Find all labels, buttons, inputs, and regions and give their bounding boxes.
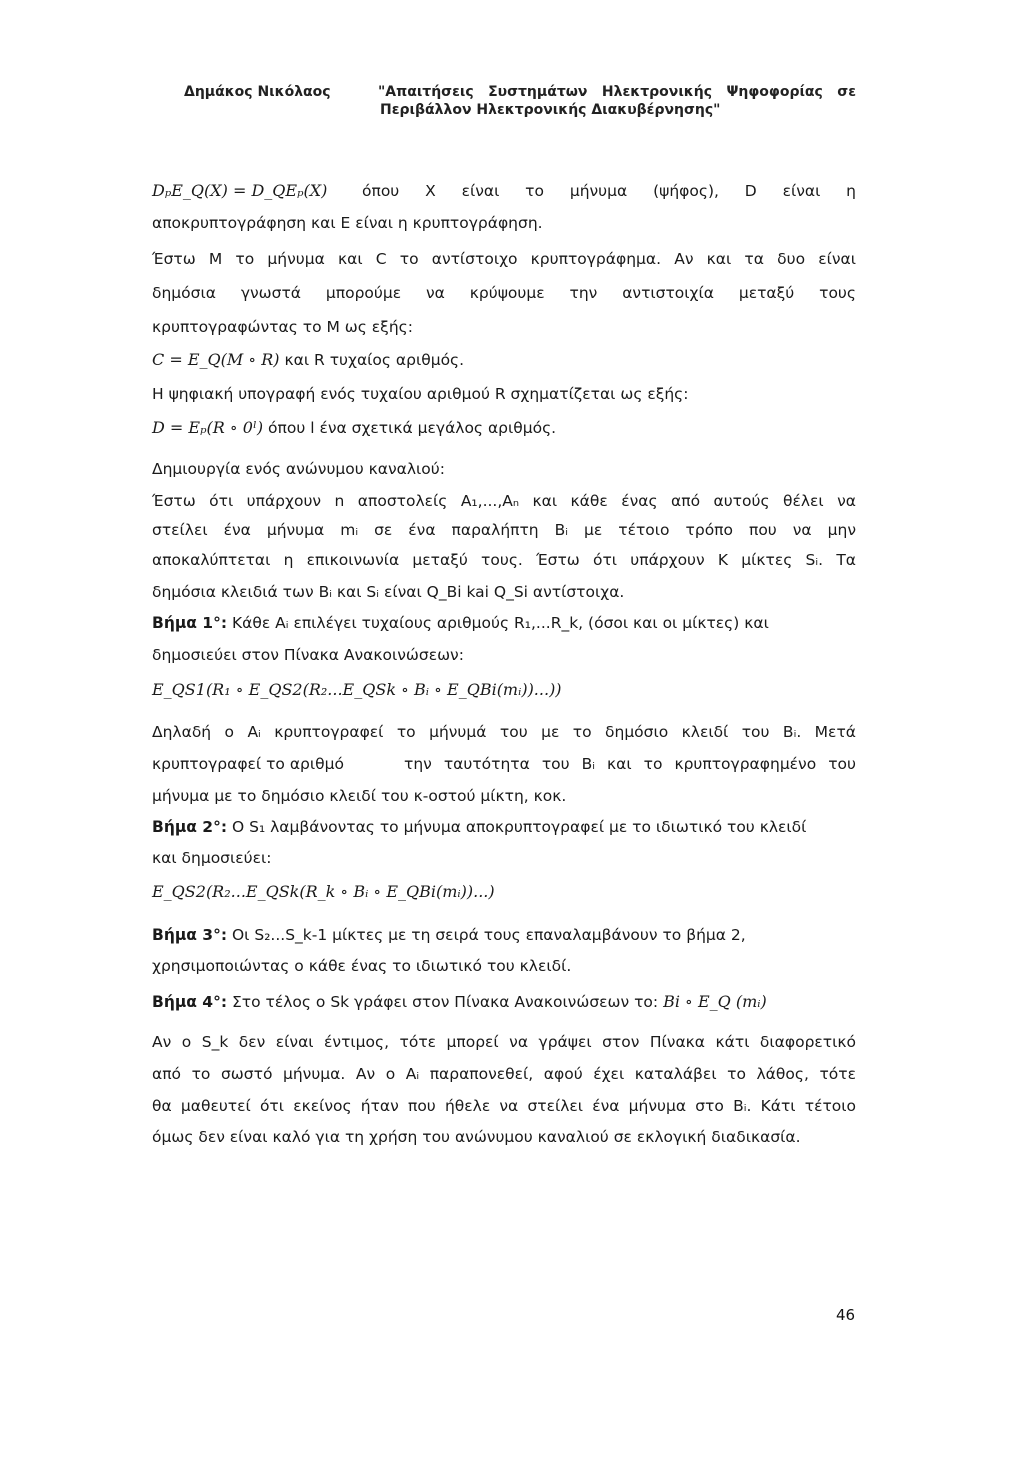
paragraph-line: [152, 418, 856, 438]
step-label: Βήμα 1°:: [152, 614, 228, 632]
text-span: όπου l ένα σχετικά μεγάλος αριθμός.: [268, 419, 557, 437]
text-span: και R τυχαίος αριθμός.: [284, 351, 465, 369]
text-span: την ταυτότητα του Bᵢ και το κρυπτογραφημένο του: [404, 755, 856, 773]
paragraph-line: όμως δεν είναι καλό για τη χρήση του ανώνυμου καναλιού σε εκλογική διαδικασία.: [152, 1128, 801, 1146]
paragraph-line: [152, 925, 856, 945]
text-span: Στο τέλος ο Sk γράφει στον Πίνακα Ανακοινώσεων το:: [231, 993, 659, 1011]
text-span: κρυπτογραφεί το αριθμό: [152, 755, 344, 773]
paragraph-line: [152, 992, 856, 1012]
paragraph-line: από το σωστό μήνυμα. Αν ο Aᵢ παραπονεθεί, αφού έχει καταλάβει το λάθος, τότε: [152, 1065, 856, 1083]
paragraph-line: Αν ο S_k δεν είναι έντιμος, τότε μπορεί να γράψει στον Πίνακα κάτι διαφορετικό: [152, 1033, 856, 1051]
step-label: Βήμα 2°:: [152, 818, 228, 836]
paragraph-line: και δημοσιεύει:: [152, 849, 272, 867]
formula: D = Eₚ(R ∘ 0ˡ): [152, 418, 264, 437]
paragraph-line: Η ψηφιακή υπογραφή ενός τυχαίου αριθμού R σχηματίζεται ως εξής:: [152, 385, 689, 403]
header-author: Δημάκος Νικόλαος: [184, 84, 331, 100]
text-span: Ο S₁ λαμβάνοντας το μήνυμα αποκρυπτογραφεί με το ιδιωτικό του κλειδί: [231, 818, 807, 836]
step-label: Βήμα 3°:: [152, 926, 228, 944]
page-number: 46: [836, 1306, 856, 1324]
paragraph-line: κρυπτογραφώντας το Μ ως εξής:: [152, 318, 413, 336]
paragraph-line: δημοσιεύει στον Πίνακα Ανακοινώσεων:: [152, 646, 464, 664]
header-title-line2: Περιβάλλον Ηλεκτρονικής Διακυβέρνησης": [380, 102, 721, 118]
step-label: Βήμα 4°:: [152, 993, 228, 1011]
formula: DₚE_Q(X) = D_QEₚ(X): [152, 181, 328, 200]
paragraph-line: δημόσια κλειδιά των Bᵢ και Sᵢ είναι Q_Bi kai Q_Si αντίστοιχα.: [152, 583, 625, 601]
paragraph-line: δημόσια γνωστά μπορούμε να κρύψουμε την αντιστοιχία μεταξύ τους: [152, 284, 856, 302]
paragraph-line: μήνυμα με το δημόσιο κλειδί του κ-οστού μίκτη, κοκ.: [152, 787, 567, 805]
paragraph-line: [152, 350, 856, 370]
formula: Bi ∘ E_Q (mᵢ): [663, 992, 767, 1011]
paragraph-line: θα μαθευτεί ότι εκείνος ήταν που ήθελε να στείλει ένα μήνυμα στο Bᵢ. Κάτι τέτοιο: [152, 1097, 856, 1115]
text-span: Οι S₂...S_k-1 μίκτες με τη σειρά τους επαναλαμβάνουν το βήμα 2,: [231, 926, 746, 944]
paragraph-line: χρησιμοποιώντας ο κάθε ένας το ιδιωτικό του κλειδί.: [152, 957, 572, 975]
paragraph-line: [152, 613, 856, 633]
paragraph-line: αποκρυπτογράφηση και Ε είναι η κρυπτογράφηση.: [152, 214, 543, 232]
formula-line: [152, 680, 856, 700]
paragraph-line: [152, 181, 856, 201]
text-span: Κάθε Aᵢ επιλέγει τυχαίους αριθμούς R₁,...R_k, (όσοι και οι μίκτες) και: [231, 614, 769, 632]
paragraph-line: Έστω ότι υπάρχουν n αποστολείς A₁,...,Aₙ και κάθε ένας από αυτούς θέλει να: [152, 492, 856, 510]
paragraph-line: Δηλαδή ο Aᵢ κρυπτογραφεί το μήνυμά του με το δημόσιο κλειδί του Bᵢ. Μετά: [152, 723, 856, 741]
header-title-line1: "Απαιτήσεις Συστημάτων Ηλεκτρονικής Ψηφοφορίας σε: [378, 84, 856, 100]
text-span: όπου Χ είναι το μήνυμα (ψήφος), D είναι η: [362, 182, 856, 200]
section-heading: Δημιουργία ενός ανώνυμου καναλιού:: [152, 460, 445, 478]
formula: C = E_Q(M ∘ R): [152, 350, 280, 369]
paragraph-line: [152, 754, 856, 774]
formula-line: [152, 882, 856, 902]
paragraph-line: [152, 817, 856, 837]
paragraph-line: στείλει ένα μήνυμα mᵢ σε ένα παραλήπτη Bᵢ με τέτοιο τρόπο που να μην: [152, 521, 856, 539]
paragraph-line: αποκαλύπτεται η επικοινωνία μεταξύ τους. Έστω ότι υπάρχουν Κ μίκτες Sᵢ. Τα: [152, 551, 856, 569]
formula: E_QS2(R₂...E_QSk(R_k ∘ Bᵢ ∘ E_QBi(mᵢ))...): [152, 882, 495, 901]
formula: E_QS1(R₁ ∘ E_QS2(R₂...E_QSk ∘ Bᵢ ∘ E_QBi(mᵢ))...)): [152, 680, 562, 699]
paragraph-line: Έστω Μ το μήνυμα και C το αντίστοιχο κρυπτογράφημα. Αν και τα δυο είναι: [152, 250, 856, 268]
